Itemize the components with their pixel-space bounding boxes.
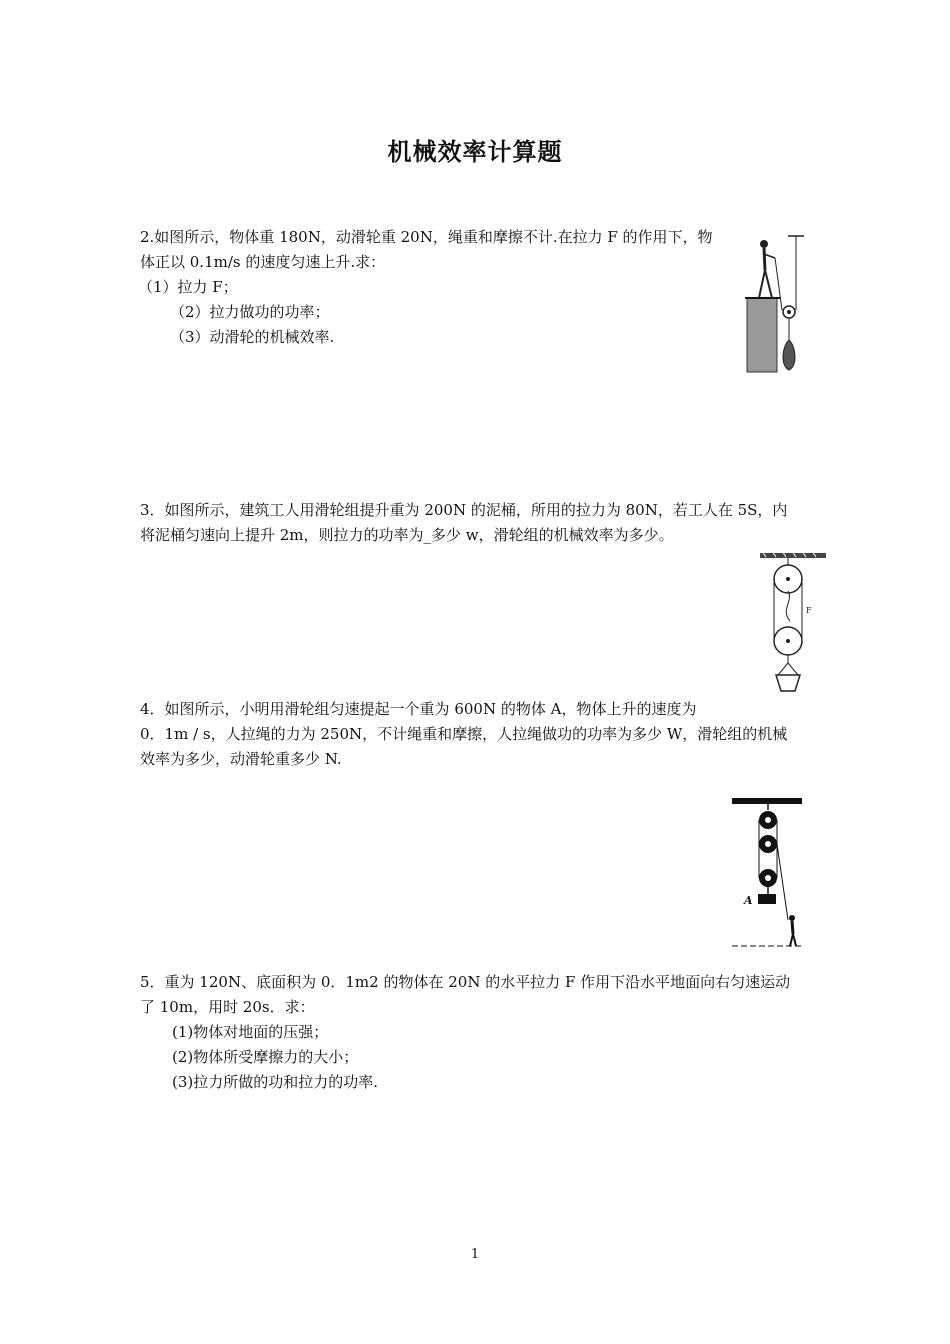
q4-line-3: 效率为多少，动滑轮重多少 N. [140, 750, 342, 768]
q5-line-2: 了 10m，用时 20s．求： [140, 998, 315, 1016]
pulley-system-figure [732, 796, 804, 948]
q3-line-1: 3．如图所示，建筑工人用滑轮组提升重为 200N 的泥桶，所用的拉力为 80N，若工人在 5S，内 [140, 501, 788, 519]
pulley-block-bucket-figure [758, 551, 830, 696]
svg-text:F: F [806, 606, 812, 615]
q2-item-3: （3）动滑轮的机械效率. [170, 328, 335, 346]
q3-line-2: 将泥桶匀速向上提升 2m，则拉力的功率为_多少 w，滑轮组的机械效率为多少。 [140, 526, 674, 544]
q2-line-1: 2.如图所示，物体重 180N，动滑轮重 20N，绳重和摩擦不计.在拉力 F 的作用下，物 [140, 228, 713, 246]
q5-item-2: (2)物体所受摩擦力的大小； [172, 1048, 359, 1066]
q5-line-1: 5．重为 120N、底面积为 0．1m2 的物体在 20N 的水平拉力 F 作用下沿水平地面向右匀速运动 [140, 973, 791, 991]
q2-item-1: （1）拉力 F； [138, 278, 238, 296]
page-title: 机械效率计算题 [387, 138, 563, 166]
page-number: 1 [470, 1247, 480, 1262]
q4-line-1: 4．如图所示，小明用滑轮组匀速提起一个重为 600N 的物体 A，物体上升的速度为 [140, 700, 697, 718]
q4-line-2: 0．1m / s，人拉绳的力为 250N，不计绳重和摩擦，人拉绳做功的功率为多少 W，滑轮组的机械 [140, 725, 788, 743]
q5-item-3: (3)拉力所做的功和拉力的功率. [172, 1073, 379, 1091]
q2-line-2: 体正以 0.1m/s 的速度匀速上升.求： [140, 253, 386, 271]
object-a-label: A [744, 894, 753, 907]
q5-item-1: (1)物体对地面的压强； [172, 1023, 329, 1041]
pulley-worker-figure [742, 232, 812, 374]
q2-item-2: （2）拉力做功的功率； [170, 303, 330, 321]
